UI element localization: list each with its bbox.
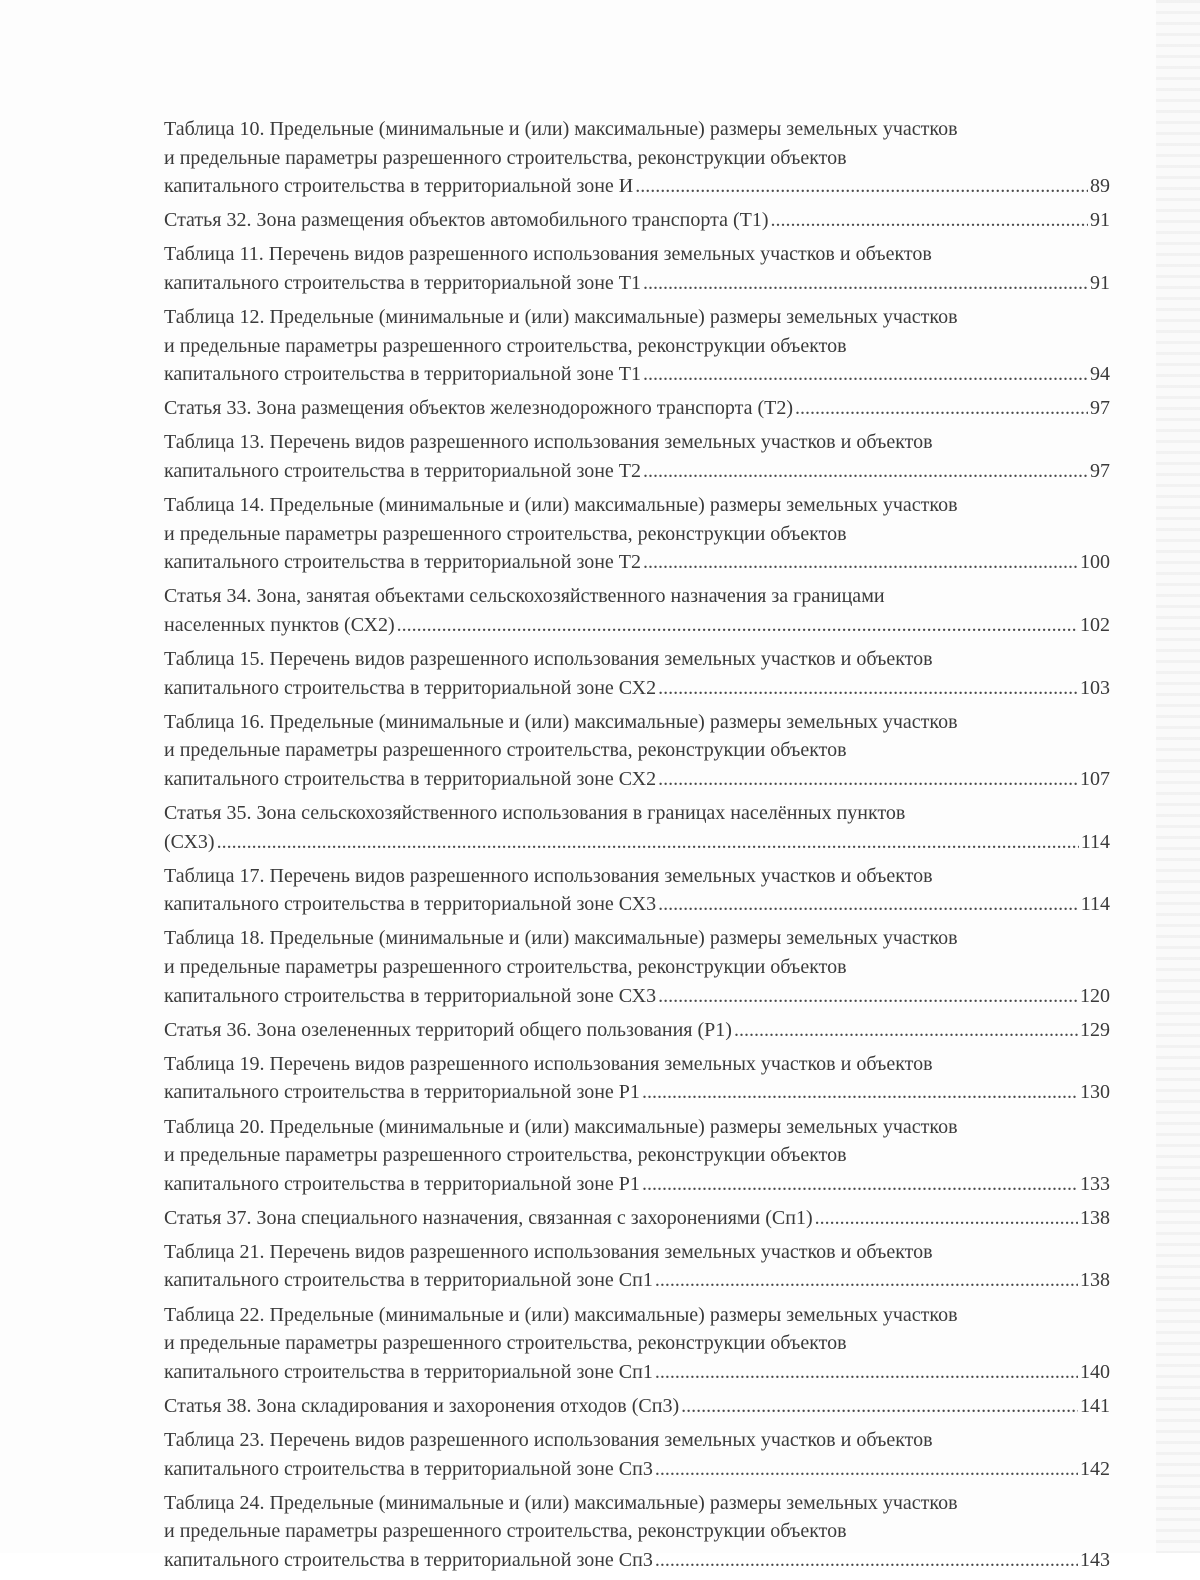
toc-entry-text: Таблица 22. Предельные (минимальные и (или) максимальные) размеры земельных участков [164, 1303, 958, 1326]
toc-entry-line [164, 1266, 1110, 1295]
toc-entry-line [164, 1455, 1110, 1484]
dot-leader [643, 269, 1088, 298]
toc-page-number: 89 [1090, 175, 1110, 198]
toc-page-number: 114 [1080, 893, 1110, 916]
toc-entry[interactable] [164, 1113, 1110, 1199]
toc-entry-text: и предельные параметры разрешенного строительства, реконструкции объектов [164, 739, 847, 762]
toc-entry-line [164, 1016, 1110, 1045]
toc-entry-line [164, 240, 1110, 269]
toc-entry[interactable] [164, 1301, 1110, 1387]
toc-entry-text: и предельные параметры разрешенного строительства, реконструкции объектов [164, 956, 847, 979]
toc-entry[interactable] [164, 394, 1110, 423]
toc-entry-text: капитального строительства в территориальной зоне Сп1 [164, 1269, 653, 1292]
toc-entry-line [164, 360, 1110, 389]
toc-entry-line [164, 1204, 1110, 1233]
toc-entry-line [164, 1113, 1110, 1142]
toc-entry-text: Таблица 16. Предельные (минимальные и (или) максимальные) размеры земельных участков [164, 710, 958, 733]
dot-leader [635, 172, 1088, 201]
toc-entry-line [164, 582, 1110, 611]
dot-leader [397, 611, 1078, 640]
toc-entry[interactable] [164, 582, 1110, 639]
toc-entry[interactable] [164, 240, 1110, 297]
toc-entry-line [164, 1329, 1110, 1358]
toc-entry-text: капитального строительства в территориальной зоне Т2 [164, 551, 642, 574]
toc-entry-line [164, 645, 1110, 674]
toc-entry[interactable] [164, 1392, 1110, 1421]
dot-leader [655, 1455, 1078, 1484]
toc-entry-line [164, 1141, 1110, 1170]
toc-entry-line [164, 828, 1110, 857]
toc-entry[interactable] [164, 1238, 1110, 1295]
dot-leader [815, 1204, 1078, 1233]
toc-entry[interactable] [164, 1050, 1110, 1107]
toc-page-number: 107 [1080, 767, 1110, 790]
toc-entry[interactable] [164, 924, 1110, 1010]
dot-leader [658, 674, 1078, 703]
toc-page-number: 97 [1090, 397, 1110, 420]
toc-entry-text: капитального строительства в территориальной зоне Р1 [164, 1081, 640, 1104]
toc-entry-line [164, 765, 1110, 794]
dot-leader [655, 1358, 1078, 1387]
toc-page-number: 133 [1080, 1172, 1110, 1195]
toc-entry-line [164, 1392, 1110, 1421]
toc-entry-text: Таблица 19. Перечень видов разрешенного использования земельных участков и объектов [164, 1052, 933, 1075]
dot-leader [217, 828, 1079, 857]
toc-entry-line [164, 172, 1110, 201]
toc-entry-text: капитального строительства в территориальной зоне Р1 [164, 1172, 640, 1195]
toc-entry[interactable] [164, 799, 1110, 856]
dot-leader [771, 206, 1088, 235]
toc-entry-text: капитального строительства в территориальной зоне Сп1 [164, 1360, 653, 1383]
toc-entry-text: Статья 34. Зона, занятая объектами сельскохозяйственного назначения за границами [164, 585, 885, 608]
toc-entry-text: и предельные параметры разрешенного строительства, реконструкции объектов [164, 334, 847, 357]
toc-entry-text: Таблица 11. Перечень видов разрешенного использования земельных участков и объектов [164, 243, 932, 266]
toc-entry-text: капитального строительства в территориальной зоне Сп3 [164, 1457, 653, 1480]
toc-entry-line [164, 862, 1110, 891]
toc-entry-line [164, 1426, 1110, 1455]
toc-entry-line [164, 982, 1110, 1011]
toc-entry-line [164, 428, 1110, 457]
dot-leader [642, 1170, 1078, 1199]
toc-entry-line [164, 206, 1110, 235]
toc-entry[interactable] [164, 115, 1110, 201]
toc-entry-text: капитального строительства в территориальной зоне Т1 [164, 271, 642, 294]
toc-entry-text: Таблица 14. Предельные (минимальные и (или) максимальные) размеры земельных участков [164, 494, 958, 517]
toc-page-number: 129 [1080, 1018, 1110, 1041]
dot-leader [655, 1266, 1078, 1295]
toc-entry-text: (СХ3) [164, 830, 215, 853]
scan-edge [1156, 0, 1200, 1553]
toc-entry-text: и предельные параметры разрешенного строительства, реконструкции объектов [164, 1332, 847, 1355]
toc-entry[interactable] [164, 206, 1110, 235]
toc-entry-text: Статья 38. Зона складирования и захоронения отходов (Сп3) [164, 1394, 680, 1417]
toc-page-number: 143 [1080, 1548, 1110, 1571]
toc-entry-text: капитального строительства в территориальной зоне Сп3 [164, 1548, 653, 1571]
toc-entry-line [164, 890, 1110, 919]
toc-entry-text: и предельные параметры разрешенного строительства, реконструкции объектов [164, 522, 847, 545]
toc-entry-line [164, 674, 1110, 703]
dot-leader [643, 548, 1078, 577]
toc-entry-text: и предельные параметры разрешенного строительства, реконструкции объектов [164, 1144, 847, 1167]
dot-leader [734, 1016, 1078, 1045]
dot-leader [795, 394, 1088, 423]
toc-entry[interactable] [164, 491, 1110, 577]
toc-entry[interactable] [164, 1016, 1110, 1045]
toc-page-number: 114 [1080, 830, 1110, 853]
toc-entry-line [164, 548, 1110, 577]
toc-entry-text: Таблица 17. Перечень видов разрешенного использования земельных участков и объектов [164, 864, 933, 887]
toc-entry-line [164, 953, 1110, 982]
toc-entry-text: Таблица 15. Перечень видов разрешенного использования земельных участков и объектов [164, 648, 933, 671]
toc-entry-text: Статья 36. Зона озелененных территорий общего пользования (Р1) [164, 1018, 732, 1041]
toc-entry[interactable] [164, 645, 1110, 702]
dot-leader [643, 360, 1088, 389]
dot-leader [681, 1392, 1078, 1421]
toc-page-number: 91 [1090, 209, 1110, 232]
dot-leader [658, 982, 1078, 1011]
toc-entry-text: Статья 32. Зона размещения объектов автомобильного транспорта (Т1) [164, 209, 769, 232]
toc-entry-text: и предельные параметры разрешенного строительства, реконструкции объектов [164, 146, 847, 169]
toc-entry-line [164, 520, 1110, 549]
toc-entry-text: капитального строительства в территориальной зоне СХ3 [164, 893, 657, 916]
dot-leader [658, 890, 1079, 919]
toc-page-number: 138 [1080, 1269, 1110, 1292]
toc-page-number: 120 [1080, 984, 1110, 1007]
toc-entry-line [164, 1489, 1110, 1518]
toc-page-number: 130 [1080, 1081, 1110, 1104]
toc-entry-text: Таблица 21. Перечень видов разрешенного использования земельных участков и объектов [164, 1240, 933, 1263]
toc-entry-text: Таблица 10. Предельные (минимальные и (или) максимальные) размеры земельных участков [164, 118, 958, 140]
toc-entry-text: капитального строительства в территориальной зоне Т2 [164, 460, 642, 483]
toc-entry-line [164, 332, 1110, 361]
dot-leader [642, 1078, 1078, 1107]
toc-entry[interactable] [164, 862, 1110, 919]
toc-page-number: 102 [1080, 614, 1110, 636]
toc-entry-line [164, 611, 1110, 640]
toc-entry-line [164, 115, 1110, 144]
toc-entry-line [164, 1238, 1110, 1267]
toc-page-number: 140 [1080, 1360, 1110, 1383]
toc-entry-text: капитального строительства в территориальной зоне И [164, 175, 634, 198]
toc-entry-text: Таблица 12. Предельные (минимальные и (или) максимальные) размеры земельных участков [164, 306, 958, 329]
toc-entry-line [164, 1546, 1110, 1575]
toc-entry[interactable] [164, 708, 1110, 794]
toc-entry-text: капитального строительства в территориальной зоне СХ2 [164, 767, 657, 790]
toc-page-number: 91 [1090, 271, 1110, 294]
toc-entry-line [164, 1050, 1110, 1079]
toc-entry[interactable] [164, 1204, 1110, 1233]
toc-page-number: 103 [1080, 676, 1110, 699]
toc-entry-line [164, 269, 1110, 298]
toc-entry-text: Статья 33. Зона размещения объектов железнодорожного транспорта (Т2) [164, 397, 794, 420]
toc-entry-text: Таблица 18. Предельные (минимальные и (или) максимальные) размеры земельных участков [164, 927, 958, 950]
toc-entry[interactable] [164, 1426, 1110, 1483]
toc-page-number: 142 [1080, 1457, 1110, 1480]
toc-entry-line [164, 1078, 1110, 1107]
toc-entry-text: капитального строительства в территориальной зоне СХ3 [164, 984, 657, 1007]
toc-entry-line [164, 1170, 1110, 1199]
toc-page-number: 100 [1080, 551, 1110, 574]
toc-entry-text: Таблица 20. Предельные (минимальные и (или) максимальные) размеры земельных участков [164, 1115, 958, 1138]
toc-entry-line [164, 799, 1110, 828]
toc-entry-line [164, 457, 1110, 486]
toc-entry-text: населенных пунктов (СХ2) [164, 614, 395, 636]
toc-entry[interactable] [164, 303, 1110, 389]
toc-entry-text: Таблица 13. Перечень видов разрешенного использования земельных участков и объектов [164, 431, 933, 454]
toc-entry[interactable] [164, 1489, 1110, 1575]
toc-entry-text: Таблица 23. Перечень видов разрешенного использования земельных участков и объектов [164, 1428, 933, 1451]
toc-entry-text: капитального строительства в территориальной зоне СХ2 [164, 676, 657, 699]
toc-entry-line [164, 1517, 1110, 1546]
dot-leader [643, 457, 1088, 486]
toc-entry-text: и предельные параметры разрешенного строительства, реконструкции объектов [164, 1520, 847, 1543]
toc-entry-line [164, 736, 1110, 765]
toc-entry-line [164, 303, 1110, 332]
toc-entry[interactable] [164, 428, 1110, 485]
table-of-contents [164, 115, 1110, 1580]
toc-entry-text: Таблица 24. Предельные (минимальные и (или) максимальные) размеры земельных участков [164, 1491, 958, 1514]
toc-entry-text: капитального строительства в территориальной зоне Т1 [164, 363, 642, 386]
toc-entry-line [164, 491, 1110, 520]
toc-page-number: 97 [1090, 460, 1110, 483]
dot-leader [655, 1546, 1078, 1575]
toc-entry-line [164, 1301, 1110, 1330]
toc-entry-text: Статья 35. Зона сельскохозяйственного использования в границах населённых пунктов [164, 802, 906, 825]
toc-page-number: 138 [1080, 1206, 1110, 1229]
toc-entry-line [164, 1358, 1110, 1387]
toc-entry-line [164, 924, 1110, 953]
toc-entry-line [164, 708, 1110, 737]
toc-page-number: 94 [1090, 363, 1110, 386]
toc-entry-line [164, 394, 1110, 423]
dot-leader [658, 765, 1078, 794]
toc-entry-text: Статья 37. Зона специального назначения, связанная с захоронениями (Сп1) [164, 1206, 813, 1229]
toc-page-number: 141 [1080, 1394, 1110, 1417]
toc-entry-line [164, 144, 1110, 173]
